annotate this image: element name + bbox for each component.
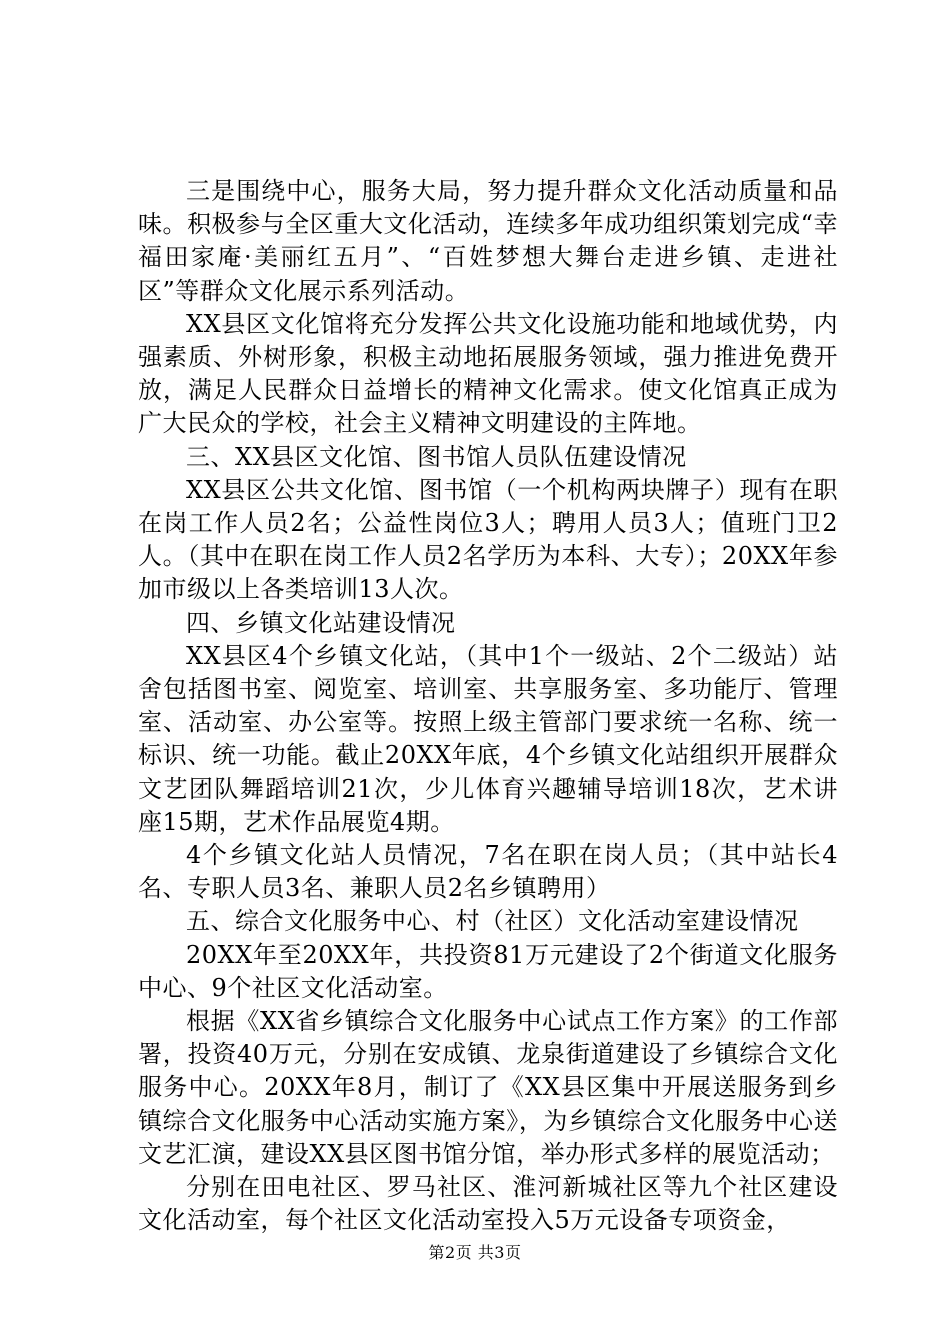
paragraph-10: 根据《XX省乡镇综合文化服务中心试点工作方案》的工作部署，投资40万元，分别在安成镇、龙泉街道建设了乡镇综合文化服务中心。20XX年8月，制订了《XX县区集中开展送服务到乡镇综合文化服务中心活动实施方案》，为乡镇综合文化服务中心送文艺汇演，建设XX县区图书馆分馆，举办形式多样的展览活动； bbox=[138, 1007, 838, 1168]
page-footer: 第2页 共3页 bbox=[428, 1243, 522, 1262]
paragraph-9: 20XX年至20XX年，共投资81万元建设了2个街道文化服务中心、9个社区文化活动室。 bbox=[138, 940, 838, 1002]
document-body bbox=[138, 175, 838, 1238]
paragraph-6: XX县区4个乡镇文化站，（其中1个一级站、2个二级站）站舍包括图书室、阅览室、培训室、共享服务室、多功能厅、管理室、活动室、办公室等。按照上级主管部门要求统一名称、统一标识、统一功能。截止20XX年底，4个乡镇文化站组织开展群众文艺团队舞蹈培训21次，少儿体育兴趣辅导培训18次，艺术讲座15期，艺术作品展览4期。 bbox=[138, 641, 838, 836]
paragraph-7: 4个乡镇文化站人员情况，7名在职在岗人员；（其中站长4名、专职人员3名、兼职人员2名乡镇聘用） bbox=[138, 841, 838, 903]
paragraph-1: 三是围绕中心，服务大局，努力提升群众文化活动质量和品味。积极参与全区重大文化活动，连续多年成功组织策划完成“幸福田家庵·美丽红五月”、“百姓梦想大舞台走进乡镇、走进社区”等群众文化展示系列活动。 bbox=[138, 177, 838, 305]
paragraph-2: XX县区文化馆将充分发挥公共文化设施功能和地域优势，内强素质、外树形象，积极主动地拓展服务领域，强力推进免费开放，满足人民群众日益增长的精神文化需求。使文化馆真正成为广大民众的学校，社会主义精神文明建设的主阵地。 bbox=[138, 309, 838, 438]
paragraph-4: XX县区公共文化馆、图书馆（一个机构两块牌子）现有在职在岗工作人员2名；公益性岗位3人；聘用人员3人；值班门卫2人。（其中在职在岗工作人员2名学历为本科、大专）；20XX年参加市级以上各类培训13人次。 bbox=[138, 475, 838, 604]
section-heading-3: 三、XX县区文化馆、图书馆人员队伍建设情况 bbox=[186, 442, 687, 471]
paragraph-11: 分别在田电社区、罗马社区、淮河新城社区等九个社区建设文化活动室，每个社区文化活动室投入5万元设备专项资金， bbox=[138, 1173, 838, 1235]
section-heading-5: 五、综合文化服务中心、村（社区）文化活动室建设情况 bbox=[186, 907, 799, 936]
section-heading-4: 四、乡镇文化站建设情况 bbox=[186, 608, 456, 637]
